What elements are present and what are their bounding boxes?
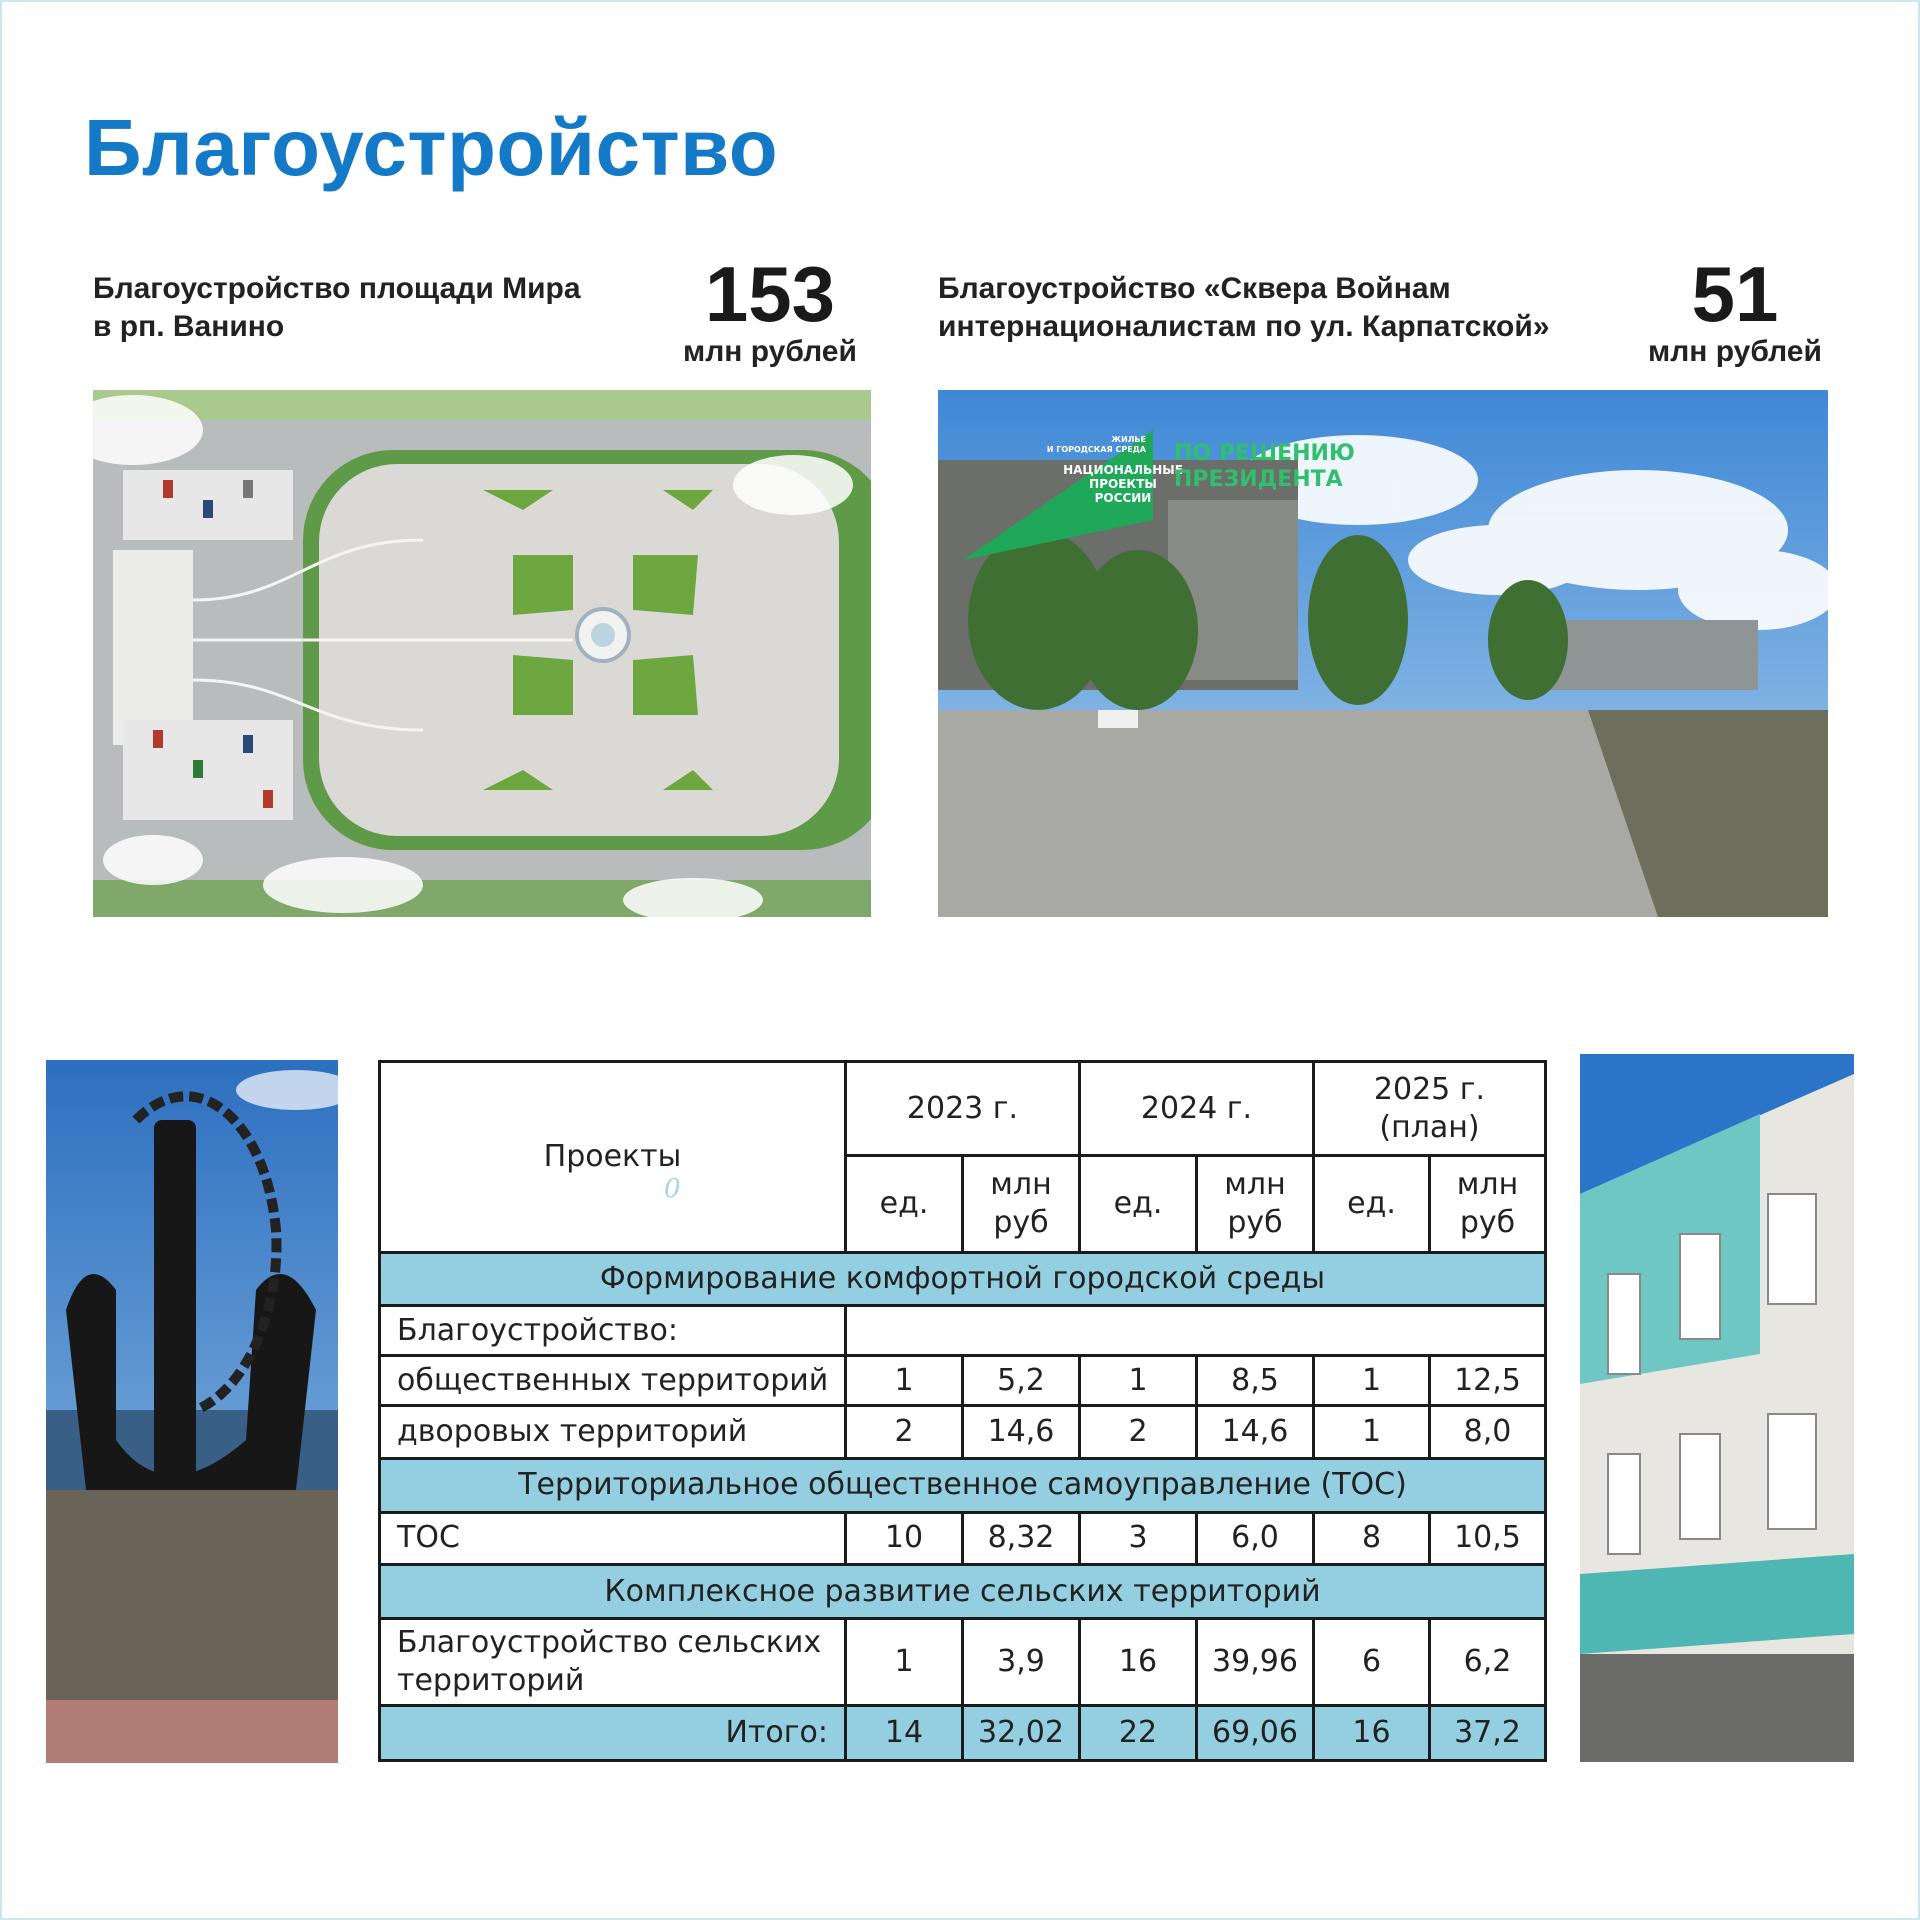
year-header: 2023 г. xyxy=(906,1090,1019,1126)
projects-table xyxy=(378,1060,1547,1762)
section-row xyxy=(380,1458,1546,1512)
amount-unit: млн рублей xyxy=(1648,335,1822,368)
table-cell: 2 xyxy=(1080,1406,1197,1458)
row-label-line: территорий xyxy=(397,1662,585,1698)
row-label xyxy=(380,1619,846,1705)
table-cell: 14,6 xyxy=(1197,1406,1314,1458)
money-header-cell xyxy=(963,1156,1080,1252)
table-cell: 22 xyxy=(1080,1705,1197,1760)
table-cell: 1 xyxy=(1080,1356,1197,1406)
year-header: 2025 г. xyxy=(1373,1071,1486,1107)
money-header: руб xyxy=(993,1205,1049,1241)
building-facade-photo xyxy=(1580,1054,1854,1762)
table-cell: 1 xyxy=(1314,1356,1430,1406)
table-row xyxy=(380,1512,1546,1564)
slogan-text: ПО РЕШЕНИЮ xyxy=(1174,441,1355,466)
project-caption-skver xyxy=(938,270,1550,346)
table-cell: 16 xyxy=(1080,1619,1197,1705)
project-amount-square xyxy=(660,250,880,370)
units-header: ед. xyxy=(1347,1186,1396,1222)
table-cell: 8,5 xyxy=(1197,1356,1314,1406)
section-title: Комплексное развитие сельских территорий xyxy=(380,1565,1546,1619)
units-header: ед. xyxy=(1113,1186,1163,1222)
total-row xyxy=(380,1705,1546,1760)
money-header-cell xyxy=(1430,1156,1546,1252)
table-cell: 3 xyxy=(1080,1512,1197,1564)
logo-text: И ГОРОДСКАЯ СРЕДА xyxy=(1046,445,1146,454)
table-header-row xyxy=(380,1062,1546,1156)
amount-value: 153 xyxy=(704,250,836,338)
table-cell: 69,06 xyxy=(1197,1705,1314,1760)
year-header: 2024 г. xyxy=(1140,1090,1253,1126)
year-header-cell xyxy=(1314,1062,1546,1156)
logo-text: РОССИИ xyxy=(1094,491,1152,505)
money-header: млн xyxy=(1456,1167,1519,1203)
money-header: млн xyxy=(1224,1167,1286,1203)
logo-text: ПРОЕКТЫ xyxy=(1089,477,1157,491)
section-title: Формирование комфортной городской среды xyxy=(380,1252,1546,1305)
units-header-cell xyxy=(846,1156,963,1252)
skver-site-photo xyxy=(938,390,1828,917)
units-header-cell xyxy=(1080,1156,1197,1252)
table-cell: 32,02 xyxy=(963,1705,1080,1760)
units-header-cell xyxy=(1314,1156,1430,1252)
year-header-cell xyxy=(1080,1062,1314,1156)
total-label: Итого: xyxy=(380,1705,846,1760)
table-cell: 14,6 xyxy=(963,1406,1080,1458)
table-cell: 1 xyxy=(1314,1406,1430,1458)
amount-unit: млн рублей xyxy=(683,335,857,368)
table-cell: 16 xyxy=(1314,1705,1430,1760)
section-row xyxy=(380,1565,1546,1619)
table-row xyxy=(380,1306,1546,1356)
table-cell: 8,32 xyxy=(963,1512,1080,1564)
projects-header-cell xyxy=(380,1062,846,1253)
slogan-text: ПРЕЗИДЕНТА xyxy=(1174,467,1343,492)
table-cell: 1 xyxy=(846,1356,963,1406)
projects-header: Проекты xyxy=(543,1138,682,1174)
table-cell: 8 xyxy=(1314,1512,1430,1564)
table-cell: 5,2 xyxy=(963,1356,1080,1406)
table-cell: 10,5 xyxy=(1430,1512,1546,1564)
logo-text: ЖИЛЬЕ xyxy=(1111,435,1146,444)
table-row xyxy=(380,1356,1546,1406)
page-title: Благоустройство xyxy=(84,103,779,192)
row-label: дворовых территорий xyxy=(380,1406,846,1458)
project-caption-line: Благоустройство «Сквера Войнам xyxy=(938,272,1451,305)
section-title: Территориальное общественное самоуправление (ТОС) xyxy=(380,1458,1546,1512)
table-cell: 1 xyxy=(846,1619,963,1705)
anchor-monument-photo xyxy=(46,1060,338,1763)
table-row xyxy=(380,1619,1546,1705)
row-label-line: Благоустройство сельских xyxy=(397,1624,822,1660)
money-header-cell xyxy=(1197,1156,1314,1252)
table-cell: 14 xyxy=(846,1705,963,1760)
money-header: млн xyxy=(990,1167,1052,1203)
stray-mark: 0 xyxy=(664,1174,681,1204)
units-header: ед. xyxy=(879,1186,929,1222)
project-caption-square xyxy=(93,270,581,346)
table-cell: 39,96 xyxy=(1197,1619,1314,1705)
row-label: Благоустройство: xyxy=(380,1306,846,1356)
year-header-cell xyxy=(846,1062,1080,1156)
table-cell: 12,5 xyxy=(1430,1356,1546,1406)
money-header: руб xyxy=(1459,1205,1516,1241)
table-cell: 6,2 xyxy=(1430,1619,1546,1705)
row-label: общественных территорий xyxy=(380,1356,846,1406)
project-caption-line: в рп. Ванино xyxy=(93,310,285,343)
section-row xyxy=(380,1252,1546,1305)
project-caption-line: интернационалистам по ул. Карпатской» xyxy=(938,310,1550,343)
table-cell: 6,0 xyxy=(1197,1512,1314,1564)
project-amount-skver xyxy=(1620,250,1850,370)
row-label: ТОС xyxy=(380,1512,846,1564)
table-cell: 3,9 xyxy=(963,1619,1080,1705)
table-cell: 6 xyxy=(1314,1619,1430,1705)
table-cell: 2 xyxy=(846,1406,963,1458)
plan-note: (план) xyxy=(1379,1109,1480,1145)
table-row xyxy=(380,1406,1546,1458)
table-cell: 8,0 xyxy=(1430,1406,1546,1458)
table-cell: 37,2 xyxy=(1430,1705,1546,1760)
amount-value: 51 xyxy=(1691,250,1779,338)
logo-text: НАЦИОНАЛЬНЫЕ xyxy=(1063,463,1183,477)
empty-cell xyxy=(846,1306,1546,1356)
square-plan-image xyxy=(93,390,871,917)
table-cell: 10 xyxy=(846,1512,963,1564)
project-caption-line: Благоустройство площади Мира xyxy=(93,272,581,305)
money-header: руб xyxy=(1227,1205,1283,1241)
